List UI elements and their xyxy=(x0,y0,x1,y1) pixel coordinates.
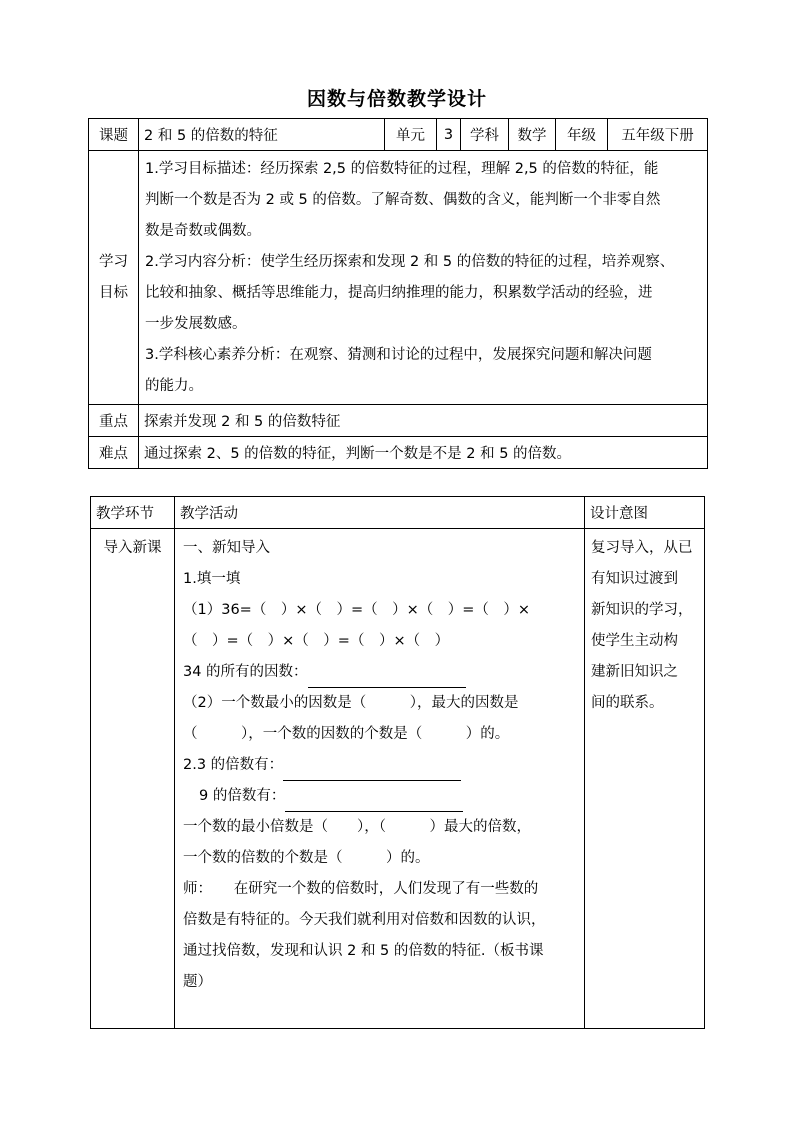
intent-line: 有知识过渡到 xyxy=(591,571,678,587)
goal-line: 判断一个数是否为 2 或 5 的倍数。了解奇数、偶数的含义，能判断一个非零自然 xyxy=(145,192,661,208)
subject-label: 学科 xyxy=(461,119,509,151)
goal-line: 数是奇数或偶数。 xyxy=(145,223,261,239)
goals-content xyxy=(139,151,708,405)
activity-line: 1.填一填 xyxy=(183,571,241,587)
document-title: 因数与倍数教学设计 xyxy=(306,88,487,110)
unit-value: 3 xyxy=(437,119,461,151)
activity-line-with-blank xyxy=(183,750,576,781)
answer-blank xyxy=(285,791,463,812)
multiples-of-3-prompt: 2.3 的倍数有： xyxy=(183,757,284,773)
goal-line: 1.学习目标描述：经历探索 2,5 的倍数特征的过程，理解 2,5 的倍数的特征，能 xyxy=(145,161,659,177)
grade-value: 五年级下册 xyxy=(608,119,708,151)
activity-cell xyxy=(175,529,585,1029)
answer-blank xyxy=(283,760,461,781)
activity-line: 一个数的倍数的个数是（ ）的。 xyxy=(183,850,430,866)
key-point-label: 重点 xyxy=(89,405,139,437)
topic-value: 2 和 5 的倍数的特征 xyxy=(139,119,385,151)
intent-cell xyxy=(585,529,705,1029)
goal-line: 比较和抽象、概括等思维能力，提高归纳推理的能力，积累数学活动的经验，进 xyxy=(145,285,653,301)
goal-line: 一步发展数感。 xyxy=(145,316,247,332)
goals-label-line-2: 目标 xyxy=(99,284,128,301)
activity-line-with-blank xyxy=(183,657,576,688)
subject-value: 数学 xyxy=(509,119,556,151)
stage-header: 教学环节 xyxy=(91,497,175,529)
intent-line: 使学生主动构 xyxy=(591,633,678,649)
activity-line: （1）36=（ ）×（ ）=（ ）×（ ）=（ ）× xyxy=(183,602,531,618)
activity-line: 通过找倍数，发现和认识 2 和 5 的倍数的特征.（板书课 xyxy=(183,943,544,959)
activity-line: （ ），一个数的因数的个数是（ ）的。 xyxy=(183,726,510,742)
factors-prompt: 34 的所有的因数： xyxy=(183,664,308,680)
difficulty-row xyxy=(89,437,708,469)
intent-line: 建新旧知识之 xyxy=(591,664,678,680)
key-point-text: 探索并发现 2 和 5 的倍数特征 xyxy=(139,405,708,437)
multiples-of-9-prompt: 9 的倍数有： xyxy=(199,788,286,804)
goal-line: 的能力。 xyxy=(145,378,203,394)
process-row xyxy=(91,529,705,1029)
answer-blank xyxy=(308,667,466,688)
activity-line: （2）一个数最小的因数是（ ），最大的因数是 xyxy=(183,695,519,711)
goals-label xyxy=(89,151,139,405)
info-row xyxy=(89,119,708,151)
course-info-table xyxy=(88,118,708,469)
activity-line-with-blank xyxy=(183,781,576,812)
intent-header: 设计意图 xyxy=(585,497,705,529)
intent-line: 复习导入，从已 xyxy=(591,540,693,556)
activity-line: 师： 在研究一个数的倍数时，人们发现了有一些数的 xyxy=(183,881,539,897)
goal-line: 3.学科核心素养分析：在观察、猜测和讨论的过程中，发展探究问题和解决问题 xyxy=(145,347,652,363)
activity-line: 倍数是有特征的。今天我们就利用对倍数和因数的认识， xyxy=(183,912,546,928)
goals-label-line-1: 学习 xyxy=(99,253,128,270)
activity-line: 一个数的最小倍数是（ ），（ ）最大的倍数， xyxy=(183,819,531,835)
goals-row xyxy=(89,151,708,405)
stage-cell: 导入新课 xyxy=(91,529,175,1029)
activity-line: （ ）=（ ）×（ ）=（ ）×（ ） xyxy=(183,633,450,649)
difficulty-label: 难点 xyxy=(89,437,139,469)
key-point-row xyxy=(89,405,708,437)
topic-label: 课题 xyxy=(89,119,139,151)
intent-line: 间的联系。 xyxy=(591,695,664,711)
goal-line: 2.学习内容分析：使学生经历探索和发现 2 和 5 的倍数的特征的过程，培养观察、 xyxy=(145,254,675,270)
teaching-process-table xyxy=(90,496,705,1029)
process-header-row xyxy=(91,497,705,529)
intent-line: 新知识的学习， xyxy=(591,602,693,618)
difficulty-text: 通过探索 2、5 的倍数的特征，判断一个数是不是 2 和 5 的倍数。 xyxy=(139,437,708,469)
grade-label: 年级 xyxy=(556,119,608,151)
activity-line: 一、新知导入 xyxy=(183,540,270,556)
activity-header: 教学活动 xyxy=(175,497,585,529)
activity-line: 题） xyxy=(183,974,212,990)
unit-label: 单元 xyxy=(385,119,437,151)
